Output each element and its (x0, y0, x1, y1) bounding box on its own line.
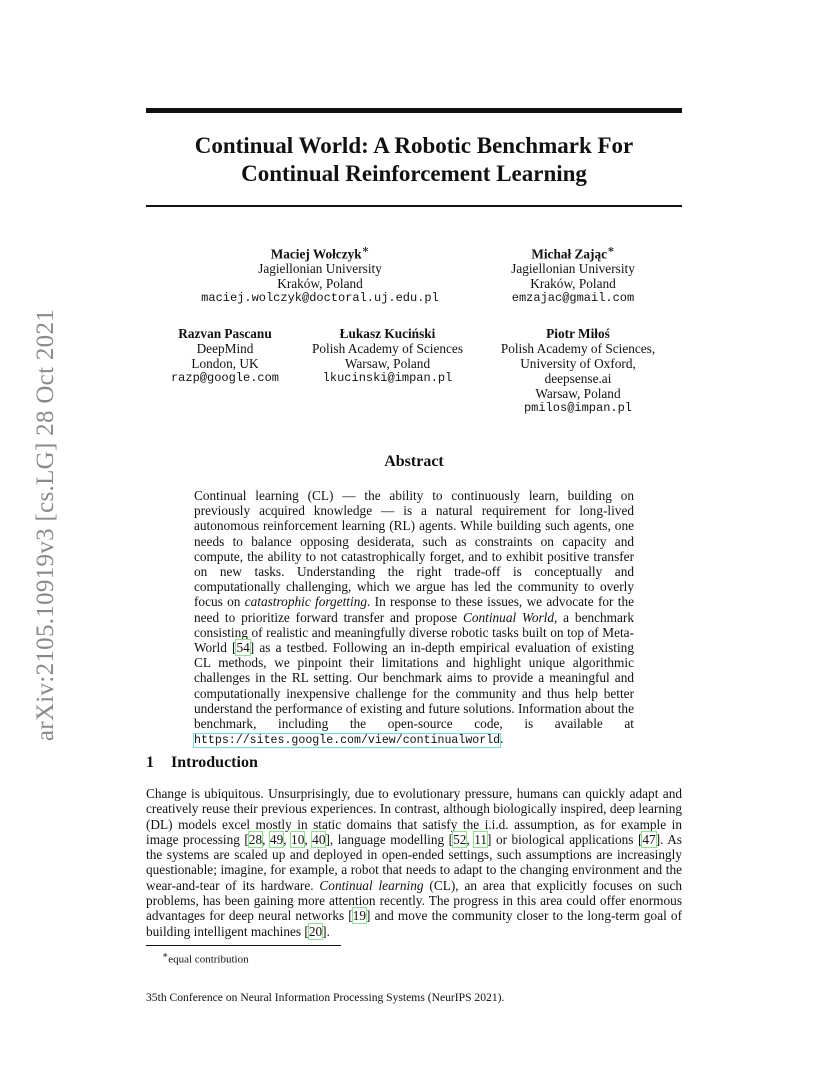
abstract-text: , a benchmark consisting of realistic and meaningfully diverse robotic tasks built on top of Meta-World [ (194, 609, 634, 656)
author-block-zajac (478, 243, 668, 306)
arxiv-identifier: arXiv:2105.10919v3 [cs.LG] 28 Oct 2021 (32, 308, 59, 742)
abstract-emphasis: catastrophic forgetting (244, 594, 367, 610)
author-location: Kraków, Poland (277, 276, 363, 292)
intro-text: Change is ubiquitous. Unsurprisingly, due to evolutionary pressure, humans can quickly adapt and creatively reuse their previous experiences. In contrast, although biologically inspired, deep learning (DL) models excel mostly in static domains that satisfy the i.i.d. assumption, as for example in image processing [ (146, 786, 682, 847)
abstract-text: ] as a testbed. Following an in-depth empirical evaluation of existing CL methods, we pinpoint their limitations and highlight unique algorithmic challenges in the RL setting. Our benchmark aims to provide a meaningful and computationally inexpensive challenge for the community and thus help better understand the performance of existing and future solutions. Information about the benchmark, including the open-source code, is available at (194, 640, 634, 732)
footnote-text: equal contribution (168, 953, 249, 966)
conference-footer: 35th Conference on Neural Information Processing Systems (NeurIPS 2021). (146, 991, 505, 1004)
intro-text: ] or biological applications [ (487, 831, 643, 847)
footnote-mark: ∗ (162, 950, 169, 960)
intro-text: ] and move the community closer to the long-term goal of building intelligent machines [ (146, 908, 683, 939)
author-name: Łukasz Kuciński (339, 326, 436, 341)
citation-link[interactable]: 47 (642, 831, 656, 847)
author-block-milos (488, 326, 668, 416)
intro-text: (CL), an area that explicitly focuses on such problems, has been gaining more attention recently. The progress in this area could offer enormous advantages for deep neural networks [ (146, 877, 683, 924)
author-location: Warsaw, Poland (535, 386, 621, 401)
intro-text: ]. (322, 923, 330, 939)
citation-link[interactable]: 11 (474, 831, 488, 847)
author-affiliation: Jagiellonian University (258, 261, 382, 277)
footnote (162, 950, 249, 966)
author-block-kucinski (300, 326, 475, 386)
abstract-emphasis: Continual World (462, 609, 555, 625)
author-affiliation: Jagiellonian University (511, 261, 635, 277)
arxiv-sidebar-stamp (26, 290, 66, 760)
intro-text: ], language modelling [ (325, 831, 454, 847)
paper-title (146, 132, 682, 188)
citation-link[interactable]: 40 (312, 831, 326, 847)
citation-link[interactable]: 49 (269, 831, 284, 847)
section-number: 1 (146, 754, 154, 771)
author-name: Maciej Wołczyk (270, 246, 362, 262)
section-title: Introduction (171, 754, 258, 771)
author-affiliation: Polish Academy of Sciences (311, 341, 464, 356)
citation-link[interactable]: 20 (308, 923, 323, 939)
author-email[interactable]: pmilos@impan.pl (523, 401, 633, 415)
citation-link[interactable]: 54 (236, 640, 250, 656)
author-email[interactable]: maciej.wolczyk@doctoral.uj.edu.pl (201, 291, 439, 306)
benchmark-url-link[interactable]: https://sites.google.com/view/continualworld (194, 734, 501, 748)
author-block-wolczyk (190, 243, 450, 306)
title-top-rule (146, 108, 682, 113)
intro-emphasis: Continual learning (319, 877, 424, 893)
section-heading-introduction (146, 754, 258, 772)
author-affiliation: Polish Academy of Sciences, (500, 341, 656, 356)
abstract-text: . (500, 731, 504, 747)
author-location: London, UK (191, 356, 259, 371)
author-email[interactable]: emzajac@gmail.com (511, 291, 635, 306)
title-line-2: Continual Reinforcement Learning (241, 161, 587, 186)
abstract-text: Continual learning (CL) — the ability to continuously learn, building on previously acquired knowledge — is a natural requirement for long-lived autonomous reinforcement learning (RL) agents. While building such agents, one needs to balance opposing desiderata, such as constraints on capacity and compute, the ability to not catastrophically forget, and to exhibit positive transfer on new tasks. Understanding the right trade-off is conceptually and computationally challenging, which we argue has led the community to overly focus on (194, 488, 634, 610)
equal-contribution-mark: ∗ (607, 244, 615, 256)
author-name: Michał Zając (531, 246, 608, 262)
introduction-paragraph: Change is ubiquitous. Unsurprisingly, due to evolutionary pressure, humans can quickly adapt and creatively reuse their previous experiences. In contrast, although biologically inspired, deep learning (DL) models excel mostly in static domains that satisfy the i.i.d. assumption, as for example in image processing [28, 49, 10, 40], language modelling [52, 11] or biological applications [47]. As the systems are scaled up and deployed in open-ended settings, such assumptions are increasingly questionable; imagine, for example, a robot that needs to adapt to the changing environment and the wear-and-tear of its hardware. Continual learning (CL), an area that explicitly focuses on such problems, has been gaining more attention recently. The progress in this area could offer enormous advantages for deep neural networks [19] and move the community closer to the long-term goal of building intelligent machines [20]. (146, 786, 683, 939)
footnote-rule (146, 945, 341, 946)
author-name: Piotr Miłoś (546, 326, 610, 341)
author-affiliation: DeepMind (196, 341, 254, 356)
author-block-pascanu (160, 326, 290, 386)
author-location: Kraków, Poland (530, 276, 616, 292)
citation-link[interactable]: 28 (248, 831, 263, 847)
intro-text: ]. As the systems are scaled up and deployed in open-ended settings, such assumptions are increasingly questionable; imagine, for example, a robot that needs to adapt to the changing environment and the wear-and-tear of its hardware. (146, 831, 682, 893)
author-email[interactable]: lkucinski@impan.pl (322, 371, 453, 385)
author-affiliation: deepsense.ai (544, 371, 612, 386)
equal-contribution-mark: ∗ (361, 244, 370, 256)
abstract-text: . In response to these issues, we advocate for the need to prioritize forward transfer and propose (194, 594, 635, 625)
title-bottom-rule (146, 205, 682, 207)
title-line-1: Continual World: A Robotic Benchmark For (194, 133, 634, 158)
author-affiliation: University of Oxford, (520, 356, 636, 371)
citation-link[interactable]: 19 (352, 908, 367, 924)
abstract-heading: Abstract (384, 453, 444, 470)
citation-link[interactable]: 10 (291, 831, 305, 847)
author-location: Warsaw, Poland (344, 356, 431, 371)
author-name: Razvan Pascanu (178, 326, 272, 341)
citation-link[interactable]: 52 (453, 831, 467, 847)
author-email[interactable]: razp@google.com (170, 371, 280, 385)
abstract-body (194, 488, 634, 748)
